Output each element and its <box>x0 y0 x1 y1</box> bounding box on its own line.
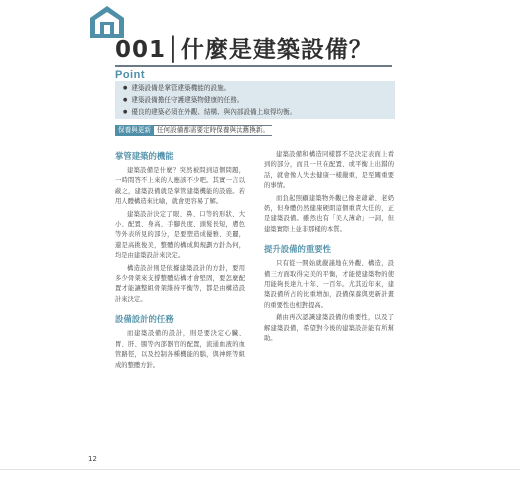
page-number: 12 <box>88 455 97 463</box>
title-rule <box>115 65 392 67</box>
update-note <box>115 125 272 136</box>
paragraph: 只有從一開始就嚴謹地在外觀、構造，設備三方面取得完美的平衡，才能使建築物的使用能夠長達九十年、一百年。尤其近年來，建築設備所占的比重增加，設備保養與更新計畫的重要性也相對提高。 <box>264 260 394 309</box>
paragraph: 建築設備和構造同樣都不是決定表面上看到的部分，而且一旦在配置、或平衡上出錯的話，就會像人失去健康一樣嚴重，是至關重要的事情。 <box>264 151 394 190</box>
update-tag: 保養與更新 <box>115 125 154 136</box>
paragraph: 建築設計決定了眼、鼻、口等的形狀、大小、配置、身高、手腳長度、頭髮長短，膚色等外表所見的部分，是要塑造成優雅、美麗，還是高挑俊美，整體的構成與規劃方針為何，均是由建築設計來決定。 <box>115 210 245 260</box>
update-text: 任何設備都需要定時保養與汰舊換新。 <box>154 125 272 136</box>
paragraph: 而負起照顧建築物外觀已像老爺爺、老奶奶，但身體仍然健康硬朗這個重責大任的，正是建築設備。雖然也有「美人薄命」一詞，但建築實際上並非那樣的本質。 <box>264 194 394 233</box>
section-heading: 提升設備的重要性 <box>264 244 331 255</box>
left-column <box>115 150 245 373</box>
page-title: 001│什麼是建築設備？ <box>115 37 373 63</box>
section-heading: 掌管建築的機能 <box>115 151 174 161</box>
point-item: ● 建築設備擔任守護建築物健康的任務。 <box>123 95 395 107</box>
point-box <box>115 81 395 119</box>
section-heading: 設備設計的任務 <box>115 314 174 325</box>
paragraph: 而建築設備的設計，則是要決定心臟、胃、肝、腸等內部器官的配置，流通血液的血管路徑，以及控制各種機能的腦，與神經等組成的整體方針。 <box>115 330 245 369</box>
paragraph: 建築設備是什麼？突然被問到這個問題，一時間答不上來的人應該不少吧。其實一言以蔽之，建築設備就是掌管建築機能的設施。若用人體構造來比喻，就會更容易了解。 <box>115 167 245 206</box>
paragraph: 構造設計則是依據建築設計的方針，要用多少骨架來支撐整體結構才會堅固，要怎麼配置才能讓整組骨架維持平衡等，都是由構造設計來決定。 <box>115 264 245 303</box>
point-item: ● 優良的建築必須在外觀、結構、與內部設備上取得均衡。 <box>123 107 395 119</box>
footer-rule <box>0 469 520 470</box>
point-label: Point <box>115 69 145 81</box>
right-column <box>264 150 394 347</box>
paragraph: 藉由再次認識建築設備的重要性，以及了解建築設備，希望對今後的建築設計能有所幫助。 <box>264 314 394 343</box>
point-item: ● 建築設備是掌管建築機能的設施。 <box>123 83 395 95</box>
